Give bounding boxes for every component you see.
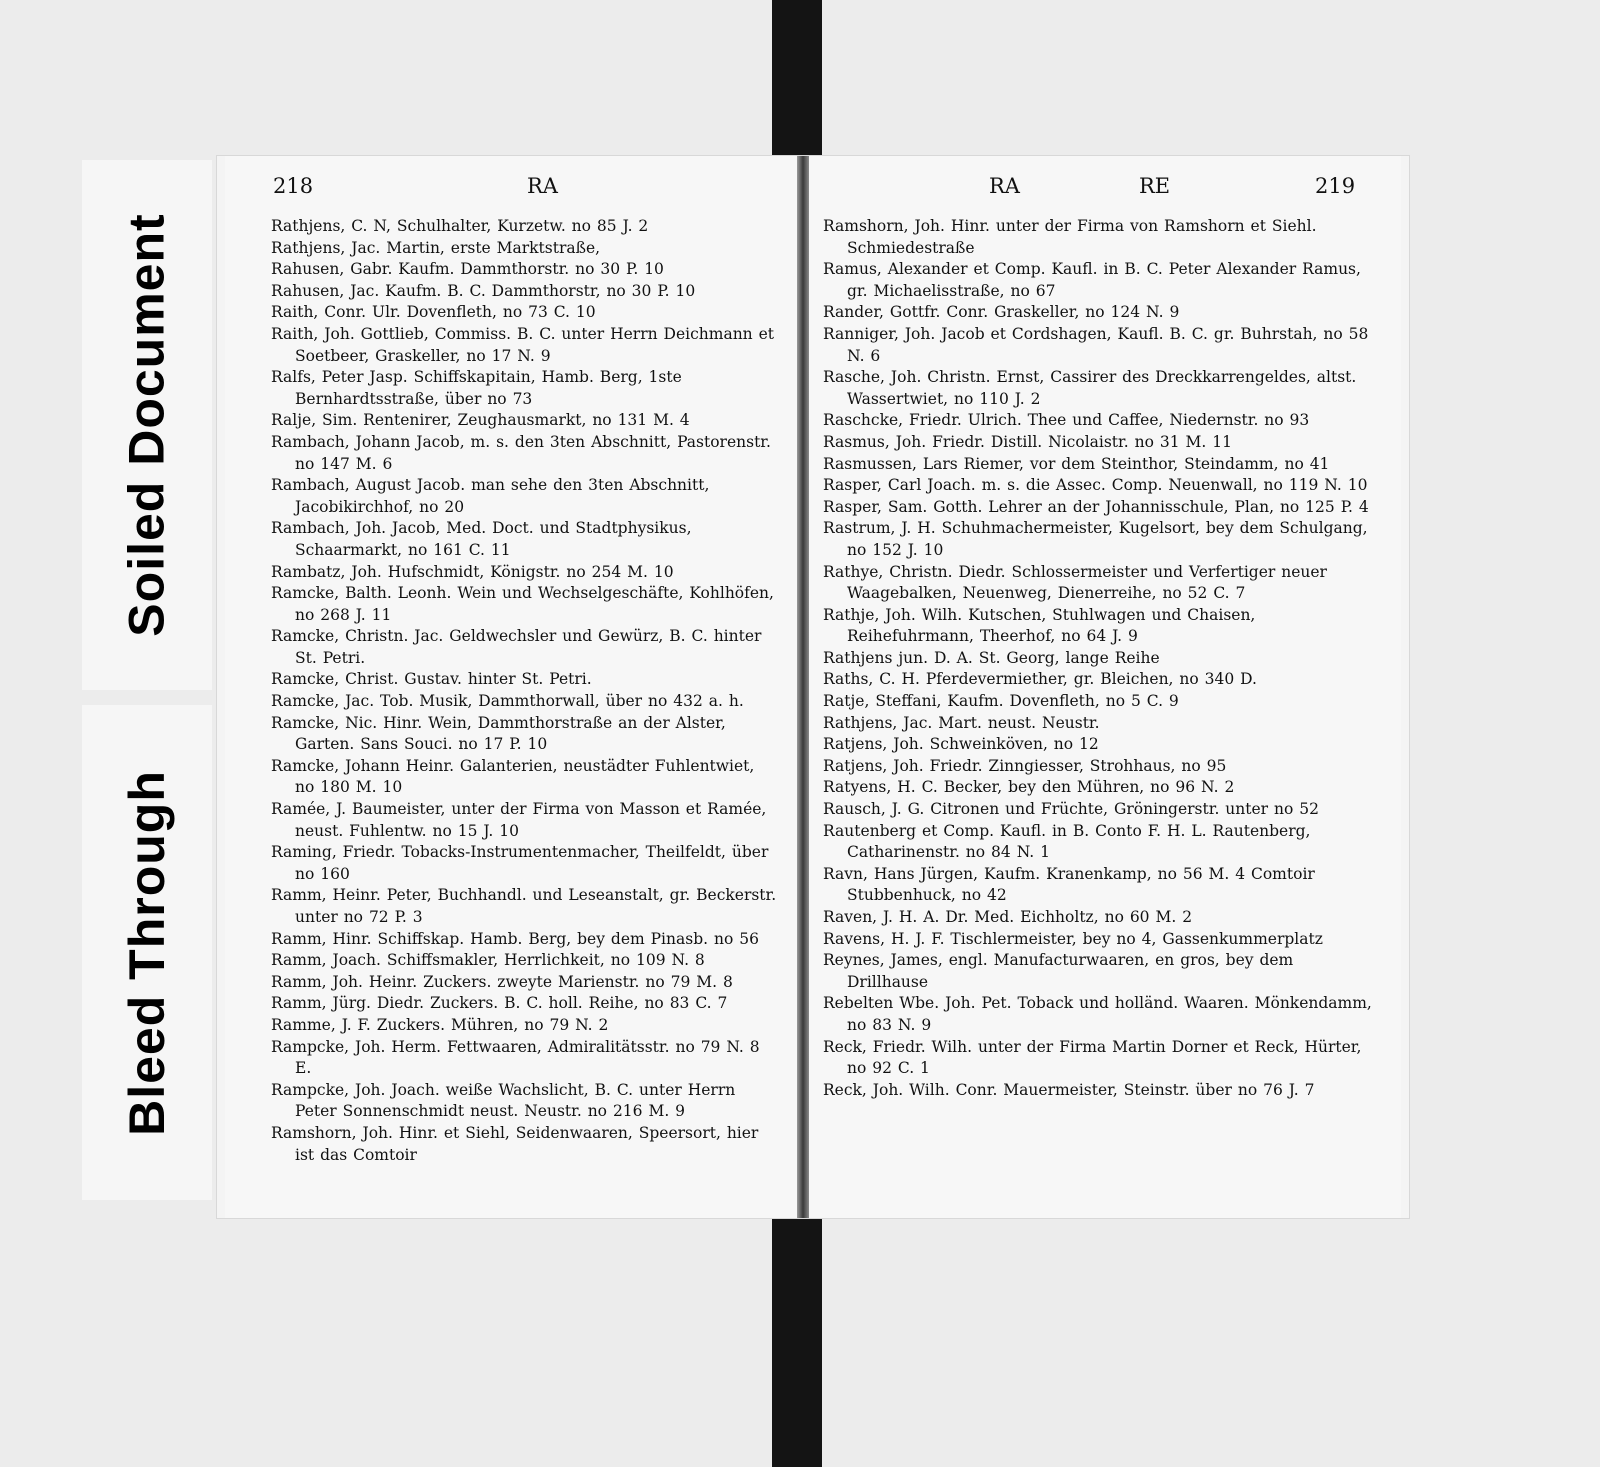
directory-entry: Ramm, Joh. Heinr. Zuckers. zweyte Marienstr. no 79 M. 8 bbox=[271, 972, 733, 991]
directory-entry: Rathjens, C. N, Schulhalter, Kurzetw. no 85 J. 2 bbox=[271, 217, 649, 235]
directory-entry: Raths, C. H. Pferdevermiether, gr. Bleichen, no 340 D. bbox=[823, 670, 1257, 689]
directory-entry: Ratje, Steffani, Kaufm. Dovenfleth, no 5 C. 9 bbox=[823, 692, 1179, 711]
directory-entry: Reck, Joh. Wilh. Conr. Mauermeister, Steinstr. über no 76 J. 7 bbox=[823, 1080, 1315, 1099]
directory-entry: Ramcke, Johann Heinr. Galanterien, neustädter Fuhlentwiet, no 180 M. 10 bbox=[271, 756, 755, 797]
directory-entry: Rambach, August Jacob. man sehe den 3ten Abschnitt, Jacobikirchhof, no 20 bbox=[271, 476, 710, 516]
directory-entry: Rambach, Joh. Jacob, Med. Doct. und Stadtphysikus, Schaarmarkt, no 161 C. 11 bbox=[271, 519, 692, 559]
directory-entry: Rasper, Sam. Gotth. Lehrer an der Johannisschule, Plan, no 125 P. 4 bbox=[823, 497, 1369, 516]
directory-entry: Reck, Friedr. Wilh. unter der Firma Martin Dorner et Reck, Hürter, no 92 C. 1 bbox=[823, 1037, 1362, 1078]
book-gutter bbox=[797, 156, 809, 1218]
directory-entry: Ralfs, Peter Jasp. Schiffskapitain, Hamb. Berg, 1ste Bernhardtsstraße, über no 73 bbox=[271, 368, 682, 408]
left-page-header bbox=[265, 174, 769, 204]
directory-entry: Ratyens, H. C. Becker, bey den Mühren, no 96 N. 2 bbox=[823, 778, 1235, 797]
directory-entry: Rahusen, Gabr. Kaufm. Dammthorstr. no 30 P. 10 bbox=[271, 260, 664, 279]
directory-entry: Ramme, J. F. Zuckers. Mühren, no 79 N. 2 bbox=[271, 1015, 609, 1034]
directory-entry: Ravn, Hans Jürgen, Kaufm. Kranenkamp, no 56 M. 4 Comtoir Stubbenhuck, no 42 bbox=[823, 864, 1315, 905]
directory-entry: Rathjens, Jac. Martin, erste Marktstraße, bbox=[271, 238, 601, 257]
directory-entry: Ramm, Joach. Schiffsmakler, Herrlichkeit, no 109 N. 8 bbox=[271, 951, 705, 970]
directory-entry: Rambatz, Joh. Hufschmidt, Königstr. no 254 M. 10 bbox=[271, 562, 674, 581]
directory-entry: Raven, J. H. A. Dr. Med. Eichholtz, no 60 M. 2 bbox=[823, 908, 1193, 926]
directory-entry: Ratjens, Joh. Friedr. Zinngiesser, Strohhaus, no 95 bbox=[823, 756, 1227, 775]
directory-entry: Rathjens jun. D. A. St. Georg, lange Reihe bbox=[823, 648, 1160, 667]
directory-entry: Ramcke, Jac. Tob. Musik, Dammthorwall, über no 432 a. h. bbox=[271, 692, 744, 711]
right-page-header bbox=[849, 174, 1371, 204]
bleed-through-label bbox=[82, 705, 212, 1200]
binding-clip-bottom bbox=[772, 1212, 822, 1467]
directory-entry: Reynes, James, engl. Manufacturwaaren, en gros, bey dem Drillhause bbox=[823, 951, 1294, 991]
left-page-header-letters: RA bbox=[527, 174, 558, 198]
directory-entry: Ramcke, Nic. Hinr. Wein, Dammthorstraße an der Alster, Garten. Sans Souci. no 17 P. 10 bbox=[271, 713, 726, 754]
bleed-through-text: Bleed Through bbox=[119, 769, 176, 1136]
directory-entry: Rautenberg et Comp. Kaufl. in B. Conto F. H. L. Rautenberg, Catharinenstr. no 84 N. 1 bbox=[823, 821, 1311, 862]
directory-entry: Raith, Joh. Gottlieb, Commiss. B. C. unter Herrn Deichmann et Soetbeer, Graskeller, no 17 N. 9 bbox=[271, 324, 774, 365]
directory-entry: Ratjens, Joh. Schweinköven, no 12 bbox=[823, 735, 1099, 754]
left-entry-list bbox=[271, 216, 779, 1166]
directory-entry: Ramus, Alexander et Comp. Kaufl. in B. C. Peter Alexander Ramus, gr. Michaelisstraße, no 67 bbox=[823, 260, 1361, 300]
right-page-header-left: RA bbox=[989, 174, 1020, 198]
directory-entry: Rathje, Joh. Wilh. Kutschen, Stuhlwagen und Chaisen, Reihefuhrmann, Theerhof, no 64 J. 9 bbox=[823, 605, 1256, 646]
directory-entry: Rampcke, Joh. Joach. weiße Wachslicht, B. C. unter Herrn Peter Sonnenschmidt neust. Neustr. no 216 M. 9 bbox=[271, 1080, 736, 1121]
side-labels bbox=[82, 160, 212, 1200]
directory-entry: Ralje, Sim. Rentenirer, Zeughausmarkt, no 131 M. 4 bbox=[271, 411, 690, 430]
directory-entry: Rasmussen, Lars Riemer, vor dem Steinthor, Steindamm, no 41 bbox=[823, 454, 1330, 473]
directory-entry: Ramm, Jürg. Diedr. Zuckers. B. C. holl. Reihe, no 83 C. 7 bbox=[271, 994, 728, 1013]
directory-entry: Rebelten Wbe. Joh. Pet. Toback und holländ. Waaren. Mönkendamm, no 83 N. 9 bbox=[823, 994, 1372, 1034]
directory-entry: Ramcke, Christn. Jac. Geldwechsler und Gewürz, B. C. hinter St. Petri. bbox=[271, 627, 762, 667]
directory-entry: Rausch, J. G. Citronen und Früchte, Gröningerstr. unter no 52 bbox=[823, 800, 1319, 819]
soiled-document-label bbox=[82, 160, 212, 690]
right-entry-list bbox=[823, 216, 1379, 1101]
directory-entry: Ramm, Hinr. Schiffskap. Hamb. Berg, bey dem Pinasb. no 56 bbox=[271, 929, 759, 948]
directory-entry: Rambach, Johann Jacob, m. s. den 3ten Abschnitt, Pastorenstr. no 147 M. 6 bbox=[271, 432, 771, 473]
right-page-number: 219 bbox=[1315, 174, 1356, 198]
directory-entry: Ramcke, Christ. Gustav. hinter St. Petri. bbox=[271, 670, 592, 689]
directory-entry: Rasche, Joh. Christn. Ernst, Cassirer des Dreckkarrengeldes, altst. Wassertwiet, no 110 J. 2 bbox=[823, 368, 1357, 408]
directory-entry: Raith, Conr. Ulr. Dovenfleth, no 73 C. 10 bbox=[271, 303, 596, 322]
directory-entry: Ramshorn, Joh. Hinr. et Siehl, Seidenwaaren, Speersort, hier ist das Comtoir bbox=[271, 1123, 759, 1164]
directory-entry: Rasper, Carl Joach. m. s. die Assec. Comp. Neuenwall, no 119 N. 10 bbox=[823, 476, 1368, 495]
soiled-document-text: Soiled Document bbox=[119, 213, 175, 637]
directory-entry: Ramcke, Balth. Leonh. Wein und Wechselgeschäfte, Kohlhöfen, no 268 J. 11 bbox=[271, 584, 774, 624]
directory-entry: Rander, Gottfr. Conr. Graskeller, no 124 N. 9 bbox=[823, 303, 1180, 322]
directory-entry: Rahusen, Jac. Kaufm. B. C. Dammthorstr, no 30 P. 10 bbox=[271, 281, 696, 300]
directory-entry: Ramée, J. Baumeister, unter der Firma von Masson et Ramée, neust. Fuhlentw. no 15 J. 10 bbox=[271, 800, 767, 840]
left-page-number: 218 bbox=[273, 174, 314, 198]
right-page bbox=[809, 156, 1401, 1218]
left-page bbox=[225, 156, 800, 1218]
directory-entry: Ramshorn, Joh. Hinr. unter der Firma von Ramshorn et Siehl. Schmiedestraße bbox=[823, 217, 1317, 257]
directory-entry: Raschcke, Friedr. Ulrich. Thee und Caffee, Niedernstr. no 93 bbox=[823, 411, 1310, 430]
directory-entry: Rathye, Christn. Diedr. Schlossermeister und Verfertiger neuer Waagebalken, Neuenweg, Dienerreihe, no 52 C. 7 bbox=[823, 562, 1327, 603]
directory-entry: Raming, Friedr. Tobacks-Instrumentenmacher, Theilfeldt, über no 160 bbox=[271, 843, 769, 883]
open-book bbox=[216, 155, 1410, 1219]
directory-entry: Ranniger, Joh. Jacob et Cordshagen, Kaufl. B. C. gr. Buhrstah, no 58 N. 6 bbox=[823, 324, 1369, 365]
binding-clip-top bbox=[772, 0, 822, 160]
directory-entry: Rastrum, J. H. Schuhmachermeister, Kugelsort, bey dem Schulgang, no 152 J. 10 bbox=[823, 519, 1368, 559]
directory-entry: Ramm, Heinr. Peter, Buchhandl. und Leseanstalt, gr. Beckerstr. unter no 72 P. 3 bbox=[271, 886, 777, 926]
directory-entry: Rasmus, Joh. Friedr. Distill. Nicolaistr. no 31 M. 11 bbox=[823, 432, 1232, 451]
right-page-header-right: RE bbox=[1139, 174, 1171, 198]
directory-entry: Ravens, H. J. F. Tischlermeister, bey no 4, Gassenkummerplatz bbox=[823, 929, 1323, 948]
directory-entry: Rathjens, Jac. Mart. neust. Neustr. bbox=[823, 713, 1100, 732]
directory-entry: Rampcke, Joh. Herm. Fettwaaren, Admiralitätsstr. no 79 N. 8 E. bbox=[271, 1037, 760, 1078]
